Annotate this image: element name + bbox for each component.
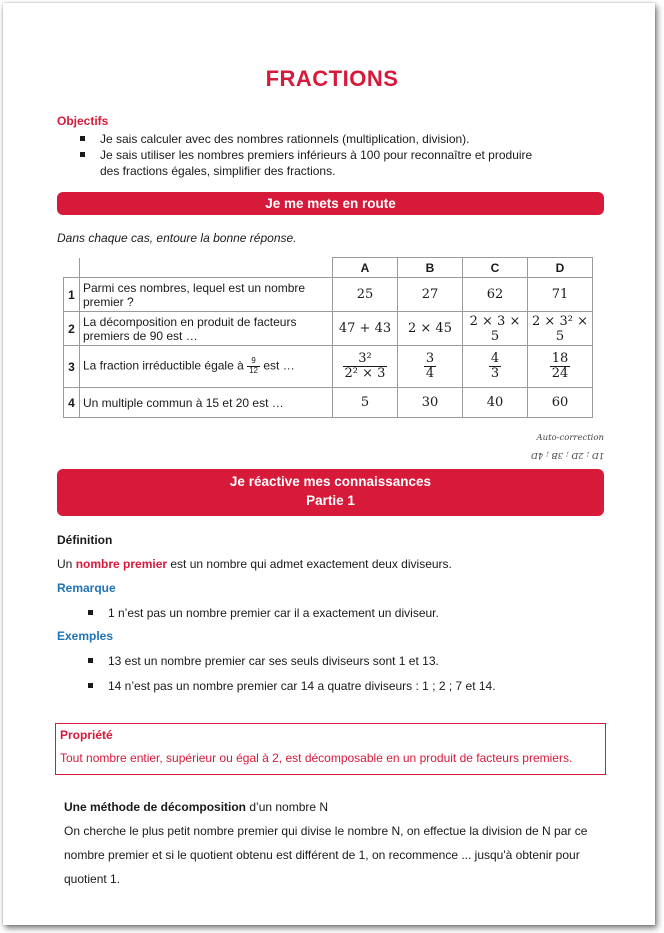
table-header-row — [64, 258, 593, 278]
table-corner — [64, 258, 80, 278]
objectif-item: Je sais utiliser les nombres premiers inférieurs à 100 pour reconnaître et produire des fractions égales, simplifier des fractions. — [80, 147, 550, 179]
propriete-box — [55, 723, 606, 775]
methode-title: Une méthode de décomposition d’un nombre N — [64, 800, 329, 814]
answer-choice[interactable]: 71 — [528, 278, 593, 312]
banner-line: Je réactive mes connaissances — [229, 474, 432, 489]
bullet-square-icon — [80, 136, 85, 141]
section-banner-connaissances — [57, 469, 604, 516]
propriete-text: Tout nombre entier, supérieur ou égal à 2, est décomposable en un produit de facteurs premiers. — [60, 751, 573, 765]
bullet-square-icon — [88, 683, 93, 688]
question-fraction: $\frac{9}{12}$ — [249, 356, 259, 375]
question-number: 4 — [64, 388, 80, 418]
table-row — [64, 278, 593, 312]
answer-choice[interactable]: $\frac{\text{3²}}{\text{2² × 3}}$ — [333, 346, 398, 388]
answer-choice[interactable]: 27 — [398, 278, 463, 312]
page-title: FRACTIONS — [265, 66, 399, 91]
definition-text: Un nombre premier est un nombre qui admet exactement deux diviseurs. — [57, 557, 452, 571]
qcm-table — [63, 257, 593, 418]
exemples-label: Exemples — [57, 629, 114, 643]
answer-choice[interactable]: $\frac{3}{4}$ — [398, 346, 463, 388]
table-row — [64, 312, 593, 346]
column-header: A — [333, 258, 398, 278]
column-header: B — [398, 258, 463, 278]
question-number: 2 — [64, 312, 80, 346]
methode-text: On cherche le plus petit nombre premier qui divise le nombre N, on effectue la division de N par ce nombre premier et si le quotient obtenu est différent de 1, on recommence ... jusqu'à obtenir pour quotient 1. — [64, 824, 588, 886]
banner-line: Partie 1 — [306, 493, 355, 508]
column-header: C — [463, 258, 528, 278]
objectifs-label: Objectifs — [57, 114, 109, 128]
propriete-label: Propriété — [60, 728, 113, 742]
answer-choice[interactable]: 2 × 3² × 5 — [528, 312, 593, 346]
answer-choice[interactable]: 40 — [463, 388, 528, 418]
definition-term: nombre premier — [75, 557, 168, 571]
question-number: 3 — [64, 346, 80, 388]
answer-choice[interactable]: 25 — [333, 278, 398, 312]
answer-choice[interactable]: $\frac{18}{24}$ — [528, 346, 593, 388]
question-number: 1 — [64, 278, 80, 312]
remarque-item: 1 n’est pas un nombre premier car il a exactement un diviseur. — [88, 605, 558, 621]
answer-choice[interactable]: 60 — [528, 388, 593, 418]
section-banner-route: Je me mets en route — [57, 192, 604, 215]
autocorrection-answers: 1D ; 2D ; 3B ; 4D — [530, 450, 604, 460]
remarque-label: Remarque — [57, 581, 116, 595]
table-row — [64, 346, 593, 388]
question-text: La décomposition en produit de facteurs premiers de 90 est … — [80, 312, 333, 346]
autocorrection-label: Auto-correction — [536, 433, 604, 443]
question-text: La fraction irréductible égale à $\frac{9}{12}$ est … — [80, 346, 333, 388]
answer-choice[interactable]: 2 × 3 × 5 — [463, 312, 528, 346]
answer-choice[interactable]: 2 × 45 — [398, 312, 463, 346]
bullet-square-icon — [88, 658, 93, 663]
answer-choice[interactable]: $\frac{4}{3}$ — [463, 346, 528, 388]
bullet-square-icon — [88, 610, 93, 615]
exemple-item: 14 n’est pas un nombre premier car 14 a quatre diviseurs : 1 ; 2 ; 7 et 14. — [88, 678, 558, 694]
definition-label: Définition — [57, 533, 113, 547]
instruction-text: Dans chaque cas, entoure la bonne réponse. — [57, 231, 297, 245]
answer-choice[interactable]: 62 — [463, 278, 528, 312]
question-text: Parmi ces nombres, lequel est un nombre premier ? — [80, 278, 333, 312]
question-text: Un multiple commun à 15 et 20 est … — [80, 388, 333, 418]
exemple-item: 13 est un nombre premier car ses seuls diviseurs sont 1 et 13. — [88, 653, 558, 669]
answer-choice[interactable]: 47 + 43 — [333, 312, 398, 346]
objectif-item: Je sais calculer avec des nombres rationnels (multiplication, division). — [80, 131, 550, 147]
table-row — [64, 388, 593, 418]
table-corner — [80, 258, 333, 278]
answer-choice[interactable]: 5 — [333, 388, 398, 418]
answer-choice[interactable]: 30 — [398, 388, 463, 418]
column-header: D — [528, 258, 593, 278]
bullet-square-icon — [80, 152, 85, 157]
